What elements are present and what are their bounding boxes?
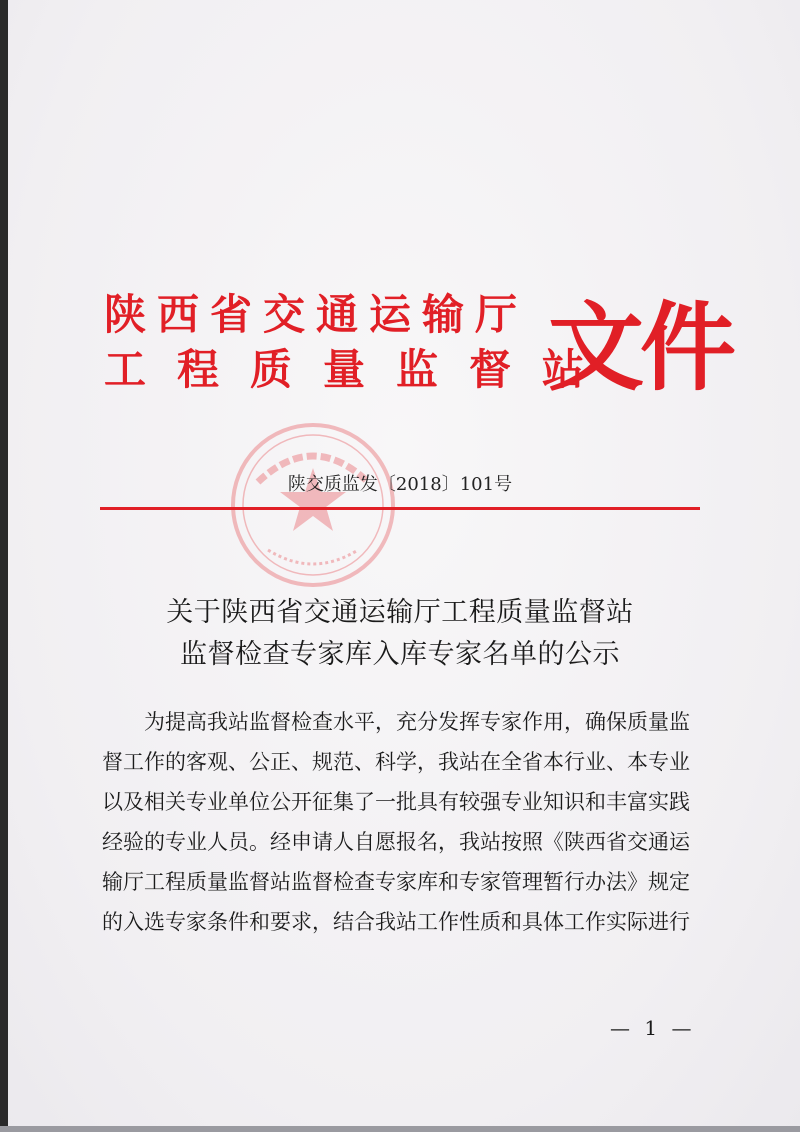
document-title-line1: 关于陕西省交通运输厅工程质量监督站 bbox=[166, 597, 634, 628]
document-title-line2: 监督检查专家库入库专家名单的公示 bbox=[180, 639, 620, 670]
document-number: 陕交质监发〔2018〕101号 bbox=[287, 474, 513, 495]
body-line: 督工作的客观、公正、规范、科学，我站在全省本行业、本专业 bbox=[102, 750, 690, 774]
body-line: 以及相关专业单位公开征集了一批具有较强专业知识和丰富实践 bbox=[102, 790, 690, 814]
document-type-label: 文件 bbox=[548, 292, 732, 404]
official-seal-icon bbox=[228, 420, 398, 590]
body-line: 输厅工程质量监督站监督检查专家库和专家管理暂行办法》规定 bbox=[102, 870, 690, 894]
issuer-name-line1: 陕西省交通运输厅 bbox=[104, 290, 529, 339]
body-line: 经验的专业人员。经申请人自愿报名，我站按照《陕西省交通运 bbox=[102, 830, 690, 854]
page-number: — 1 — bbox=[610, 1016, 696, 1040]
red-divider-line bbox=[100, 507, 700, 510]
scan-edge-bottom bbox=[0, 1126, 800, 1132]
scan-edge-left bbox=[0, 0, 8, 1132]
body-line: 为提高我站监督检查水平，充分发挥专家作用，确保质量监 bbox=[144, 710, 690, 734]
body-line: 的入选专家条件和要求，结合我站工作性质和具体工作实际进行 bbox=[102, 910, 690, 934]
issuer-name-line2: 工程质量监督站 bbox=[104, 345, 616, 394]
document-body bbox=[102, 702, 706, 942]
